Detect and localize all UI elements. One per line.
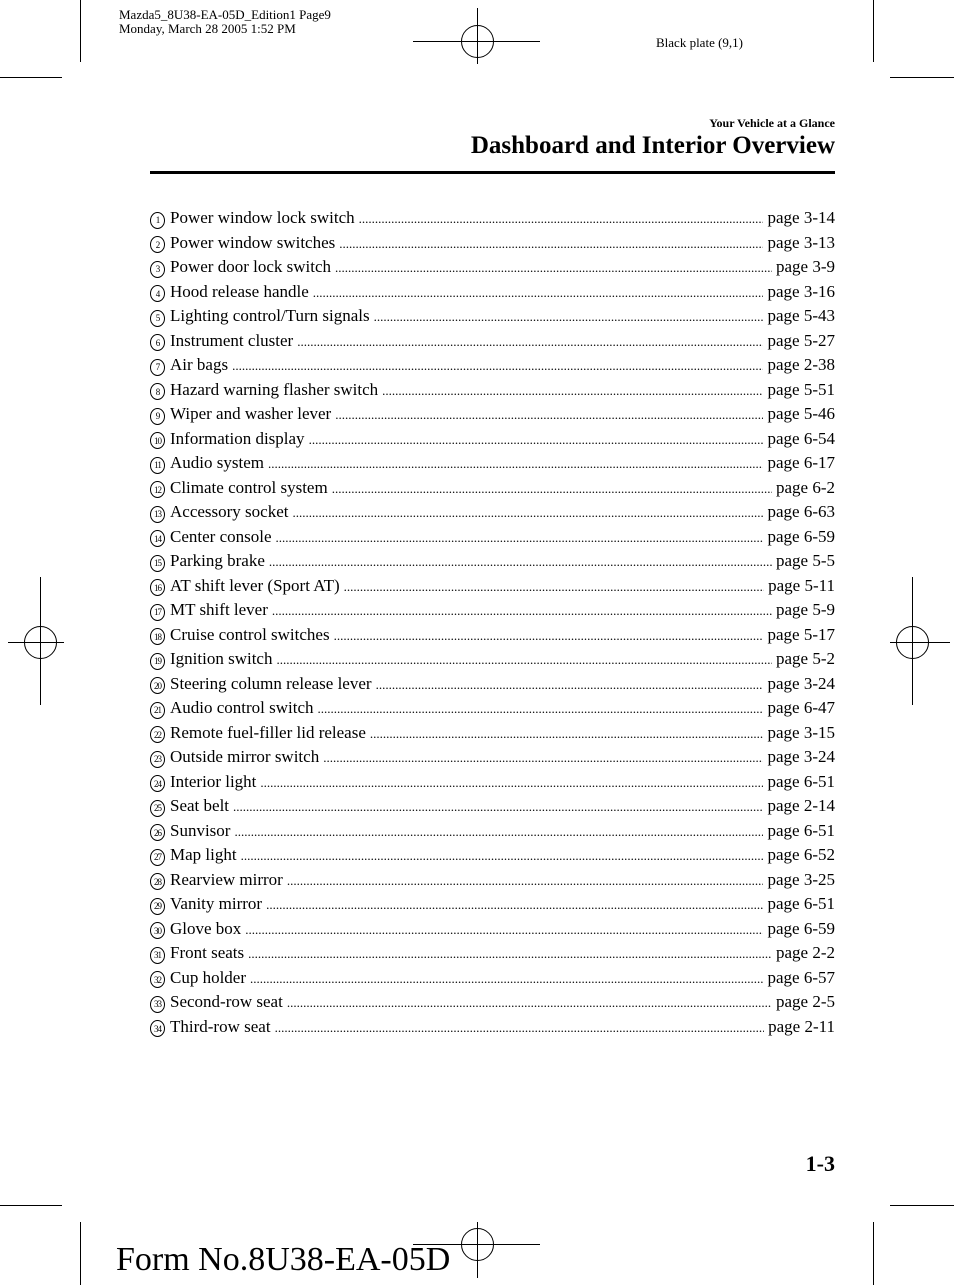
index-row — [150, 821, 835, 846]
dot-leader — [374, 309, 764, 325]
index-row — [150, 845, 835, 870]
item-number-badge: 15 — [150, 555, 165, 572]
item-number-badge: 25 — [150, 800, 165, 817]
print-header — [119, 8, 331, 36]
item-label: Climate control system — [170, 477, 328, 497]
index-row — [150, 576, 835, 601]
item-label: Second-row seat — [170, 992, 283, 1011]
index-row — [150, 453, 835, 478]
index-row — [150, 943, 835, 968]
item-page-ref: page 5-51 — [767, 379, 835, 399]
item-number-badge: 6 — [150, 334, 165, 351]
dot-leader — [241, 848, 764, 864]
item-label: Hood release handle — [170, 281, 309, 301]
dot-leader — [276, 652, 772, 668]
item-label: Sunvisor — [170, 820, 231, 840]
item-label: Information display — [170, 428, 305, 448]
item-number-badge: 9 — [150, 408, 165, 425]
index-row — [150, 527, 835, 552]
index-row — [150, 502, 835, 527]
item-page-ref: page 5-9 — [775, 600, 835, 619]
item-page-ref: page 3-9 — [775, 257, 835, 276]
item-number-badge: 8 — [150, 383, 165, 400]
item-label: Audio control switch — [170, 698, 314, 717]
dot-leader — [318, 701, 764, 717]
index-row — [150, 894, 835, 919]
item-label: AT shift lever (Sport AT) — [170, 575, 340, 595]
item-number-badge: 24 — [150, 775, 165, 792]
item-label: Vanity mirror — [170, 894, 263, 913]
item-number-badge: 4 — [150, 285, 165, 302]
dot-leader — [276, 530, 764, 546]
item-number-badge: 19 — [150, 653, 165, 670]
item-number-badge: 33 — [150, 996, 165, 1013]
dot-leader — [339, 236, 763, 252]
print-header-date: Monday, March 28 2005 1:52 PM — [119, 21, 296, 36]
dot-leader — [234, 824, 763, 840]
print-header-file: Mazda5_8U38-EA-05D_Edition1 Page9 — [119, 7, 331, 22]
item-page-ref: page 6-51 — [767, 771, 835, 791]
item-label: Lighting control/Turn signals — [170, 306, 370, 325]
index-row — [150, 331, 835, 356]
item-number-badge: 2 — [150, 236, 165, 253]
index-row — [150, 233, 835, 258]
dot-leader — [268, 456, 764, 472]
item-page-ref: page 2-5 — [775, 992, 835, 1011]
item-label: Front seats — [170, 943, 245, 962]
item-number-badge: 18 — [150, 628, 165, 645]
item-number-badge: 3 — [150, 261, 165, 278]
item-page-ref: page 5-27 — [767, 330, 835, 350]
index-row — [150, 404, 835, 429]
dot-leader — [335, 407, 763, 423]
item-page-ref: page 5-2 — [775, 649, 835, 668]
index-row — [150, 649, 835, 674]
item-number-badge: 1 — [150, 212, 165, 229]
dot-leader — [269, 554, 772, 570]
dot-leader — [376, 677, 764, 693]
item-page-ref: page 3-25 — [767, 869, 835, 889]
item-number-badge: 20 — [150, 677, 165, 694]
dot-leader — [287, 995, 772, 1011]
index-row — [150, 796, 835, 821]
item-label: Hazard warning flasher switch — [170, 379, 379, 399]
item-page-ref: page 6-52 — [767, 845, 835, 864]
item-page-ref: page 6-54 — [767, 428, 835, 448]
index-row — [150, 355, 835, 380]
item-label: Power window lock switch — [170, 208, 355, 227]
item-page-ref: page 6-57 — [767, 967, 835, 987]
dot-leader — [344, 579, 764, 595]
item-number-badge: 32 — [150, 971, 165, 988]
page-title: Dashboard and Interior Overview — [470, 132, 835, 159]
item-number-badge: 29 — [150, 898, 165, 915]
dot-leader — [323, 750, 763, 766]
dot-leader — [275, 1020, 765, 1036]
item-page-ref: page 3-13 — [767, 232, 835, 252]
item-number-badge: 26 — [150, 824, 165, 841]
dot-leader — [232, 358, 763, 374]
item-label: Interior light — [170, 771, 257, 791]
item-page-ref: page 6-17 — [767, 453, 835, 472]
item-label: Power door lock switch — [170, 257, 332, 276]
item-page-ref: page 3-15 — [767, 722, 835, 742]
dot-leader — [272, 603, 772, 619]
item-number-badge: 13 — [150, 506, 165, 523]
item-page-ref: page 2-14 — [767, 796, 835, 815]
item-page-ref: page 6-51 — [767, 820, 835, 840]
item-label: Air bags — [170, 355, 229, 374]
item-label: Center console — [170, 526, 272, 546]
item-label: Seat belt — [170, 796, 230, 815]
item-number-badge: 5 — [150, 310, 165, 327]
item-number-badge: 7 — [150, 359, 165, 376]
item-number-badge: 34 — [150, 1020, 165, 1037]
plate-label: Black plate (9,1) — [656, 35, 743, 50]
item-page-ref: page 6-63 — [767, 502, 835, 521]
item-page-ref: page 5-43 — [767, 306, 835, 325]
item-page-ref: page 2-11 — [768, 1016, 835, 1036]
dot-leader — [245, 922, 763, 938]
item-label: Map light — [170, 845, 237, 864]
item-label: Steering column release lever — [170, 673, 372, 693]
index-row — [150, 723, 835, 748]
item-page-ref: page 3-16 — [767, 281, 835, 301]
dot-leader — [260, 775, 763, 791]
page-number: 1-3 — [805, 1151, 835, 1176]
item-page-ref: page 6-2 — [775, 477, 835, 497]
dot-leader — [332, 481, 772, 497]
dot-leader — [250, 971, 763, 987]
item-page-ref: page 3-24 — [767, 673, 835, 693]
item-label: Remote fuel-filler lid release — [170, 722, 366, 742]
index-row — [150, 968, 835, 993]
item-label: Cup holder — [170, 967, 247, 987]
component-index-list — [150, 208, 835, 1041]
dot-leader — [248, 946, 772, 962]
item-page-ref: page 3-14 — [767, 208, 835, 227]
item-label: MT shift lever — [170, 600, 268, 619]
item-label: Instrument cluster — [170, 330, 294, 350]
section-label: Your Vehicle at a Glance — [709, 116, 835, 130]
item-number-badge: 10 — [150, 432, 165, 449]
item-page-ref: page 6-59 — [767, 918, 835, 938]
item-number-badge: 14 — [150, 530, 165, 547]
item-label: Outside mirror switch — [170, 747, 320, 766]
index-row — [150, 551, 835, 576]
item-label: Cruise control switches — [170, 624, 330, 644]
index-row — [150, 992, 835, 1017]
item-number-badge: 17 — [150, 604, 165, 621]
item-number-badge: 31 — [150, 947, 165, 964]
index-row — [150, 600, 835, 625]
index-row — [150, 870, 835, 895]
item-label: Accessory socket — [170, 502, 289, 521]
dot-leader — [334, 628, 764, 644]
item-page-ref: page 5-5 — [775, 551, 835, 570]
item-label: Audio system — [170, 453, 264, 472]
dot-leader — [370, 726, 764, 742]
index-row — [150, 306, 835, 331]
item-label: Rearview mirror — [170, 869, 283, 889]
item-number-badge: 11 — [150, 457, 165, 474]
item-number-badge: 16 — [150, 579, 165, 596]
item-page-ref: page 5-46 — [767, 404, 835, 423]
item-number-badge: 22 — [150, 726, 165, 743]
index-row — [150, 282, 835, 307]
item-label: Wiper and washer lever — [170, 404, 332, 423]
index-row — [150, 919, 835, 944]
item-page-ref: page 3-24 — [767, 747, 835, 766]
item-page-ref: page 5-17 — [767, 624, 835, 644]
dot-leader — [266, 897, 763, 913]
item-label: Glove box — [170, 918, 242, 938]
dot-leader — [287, 873, 764, 889]
index-row — [150, 380, 835, 405]
form-number: Form No.8U38-EA-05D — [116, 1241, 451, 1278]
index-row — [150, 674, 835, 699]
dot-leader — [359, 211, 764, 227]
index-row — [150, 772, 835, 797]
dot-leader — [297, 334, 763, 350]
item-label: Ignition switch — [170, 649, 273, 668]
index-row — [150, 625, 835, 650]
dot-leader — [293, 505, 764, 521]
item-page-ref: page 2-38 — [767, 355, 835, 374]
dot-leader — [313, 285, 764, 301]
dot-leader — [309, 432, 764, 448]
item-page-ref: page 5-11 — [768, 575, 835, 595]
item-label: Parking brake — [170, 551, 265, 570]
item-page-ref: page 6-59 — [767, 526, 835, 546]
item-page-ref: page 2-2 — [775, 943, 835, 962]
index-row — [150, 698, 835, 723]
title-rule — [150, 171, 835, 174]
index-row — [150, 429, 835, 454]
index-row — [150, 257, 835, 282]
dot-leader — [382, 383, 763, 399]
item-page-ref: page 6-47 — [767, 698, 835, 717]
dot-leader — [335, 260, 772, 276]
index-row — [150, 208, 835, 233]
item-number-badge: 30 — [150, 922, 165, 939]
item-label: Third-row seat — [170, 1016, 271, 1036]
item-number-badge: 21 — [150, 702, 165, 719]
item-page-ref: page 6-51 — [767, 894, 835, 913]
item-number-badge: 23 — [150, 751, 165, 768]
dot-leader — [233, 799, 763, 815]
index-row — [150, 747, 835, 772]
item-label: Power window switches — [170, 232, 336, 252]
item-number-badge: 27 — [150, 849, 165, 866]
item-number-badge: 12 — [150, 481, 165, 498]
item-number-badge: 28 — [150, 873, 165, 890]
index-row — [150, 478, 835, 503]
index-row — [150, 1017, 835, 1042]
